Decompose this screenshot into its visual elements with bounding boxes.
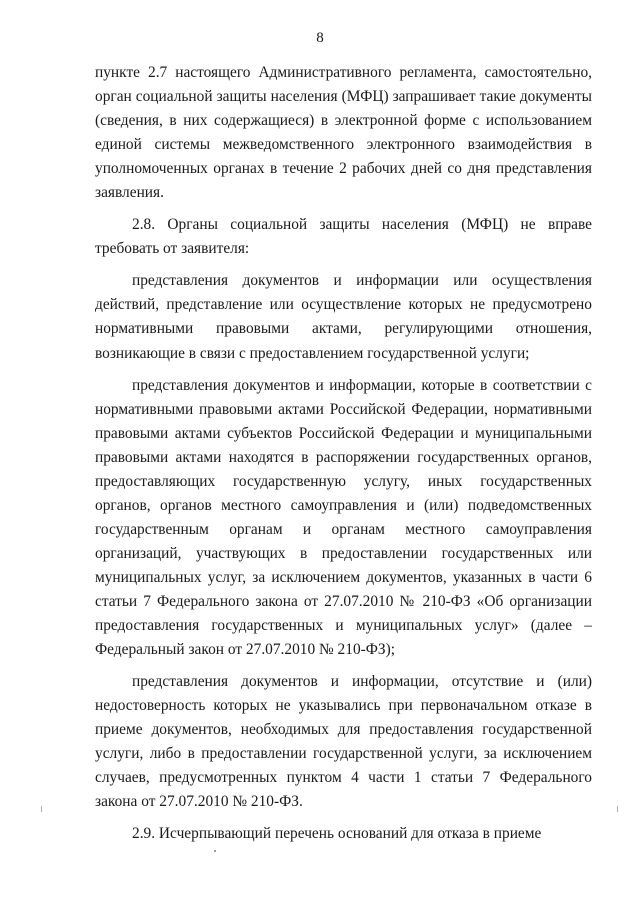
scan-speck bbox=[41, 806, 42, 812]
scan-speck bbox=[214, 850, 216, 852]
paragraph-requirement-3: представления документов и информации, отсутствие и (или) недостоверность которых не указывались при первоначальном отказе в приеме документов, необходимых для предоставления государственной услуги, либо в предоставлении государственной услуги, за исключением случаев, предусмотренных пунктом 4 части 1 статьи 7 Федерального закона от 27.07.2010 № 210-ФЗ. bbox=[95, 673, 592, 811]
page-number: 8 bbox=[316, 30, 324, 46]
scan-speck bbox=[617, 806, 618, 812]
paragraph-2-8-heading: 2.8. Органы социальной защиты населения (МФЦ) не вправе требовать от заявителя: bbox=[95, 216, 592, 258]
paragraph-requirement-1: представления документов и информации или осуществления действий, представление или осуществление которых не предусмотрено нормативными правовыми актами, регулирующими отношения, возникающие в связи с предоставлением государственной услуги; bbox=[95, 272, 592, 362]
document-body bbox=[95, 61, 592, 846]
paragraph-2-9-heading: 2.9. Исчерпывающий перечень оснований для отказа в приеме bbox=[132, 825, 542, 843]
paragraph-requirement-2: представления документов и информации, которые в соответствии с нормативными правовыми актами Российской Федерации, нормативными правовыми актами субъектов Российской Федерации и муниципальными правовыми актами находятся в распоряжении государственных органов, предоставляющих государственную услугу, иных государственных органов, органов местного самоуправления и (или) подведомственных государственным органам и органам местного самоуправления организаций, участвующих в предоставлении государственных или муниципальных услуг, за исключением документов, указанных в части 6 статьи 7 Федерального закона от 27.07.2010 № 210-ФЗ «Об организации предоставления государственных и муниципальных услуг» (далее – Федеральный закон от 27.07.2010 № 210-ФЗ); bbox=[95, 376, 592, 659]
paragraph-continuation: пункте 2.7 настоящего Административного регламента, самостоятельно, орган социальной защиты населения (МФЦ) запрашивает такие документы (сведения, в них содержащиеся) в электронной форме с использованием единой системы межведомственного электронного взаимодействия в уполномоченных органах в течение 2 рабочих дней со дня представления заявления. bbox=[95, 64, 592, 202]
